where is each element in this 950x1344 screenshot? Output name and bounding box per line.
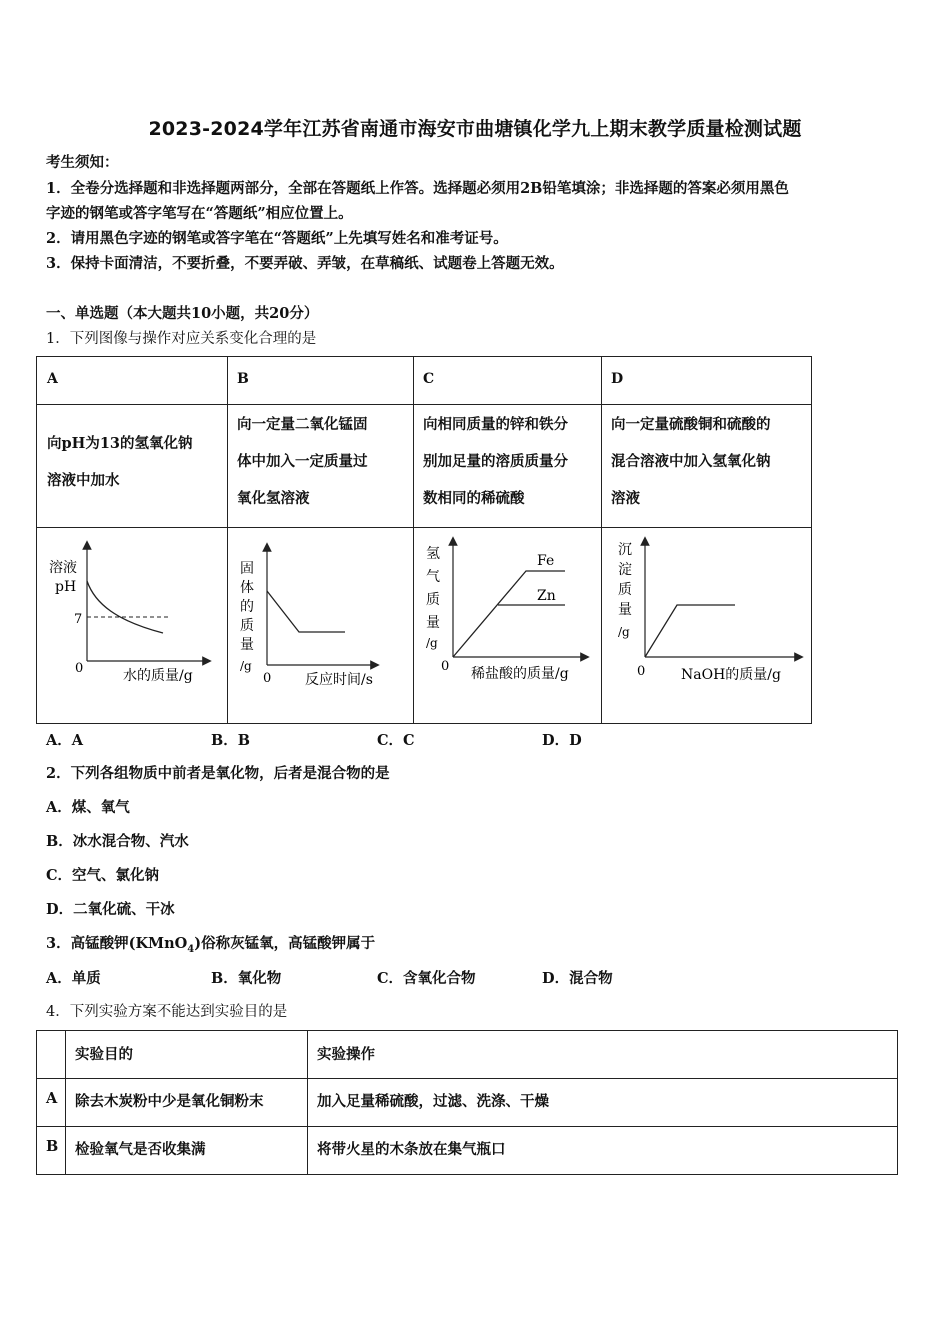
chart-d-ylabel-1: 沉 bbox=[618, 542, 632, 558]
q3-stem: 3．高锰酸钾(KMnO$_4$)俗称灰锰氧，高锰酸钾属于 bbox=[46, 935, 376, 955]
q1-desc-c: 向相同质量的锌和铁分 别加足量的溶质质量分 数相同的稀硫酸 bbox=[423, 416, 568, 507]
q1-desc-a: 向pH为13的氢氧化钠 溶液中加水 bbox=[47, 435, 193, 489]
chart-c-xlabel: 稀盐酸的质量/g bbox=[471, 666, 569, 682]
chart-b-ylabel-2: 体 bbox=[240, 580, 254, 596]
q1-desc-b: 向一定量二氧化锰固 体中加入一定质量过 氧化氢溶液 bbox=[237, 416, 368, 507]
q1-header-b: B bbox=[237, 371, 249, 387]
notice-item-1a: 1．全卷分选择题和非选择题两部分，全部在答题纸上作答。选择题必须用2B铅笔填涂；非选择题的答案必须用黑色 bbox=[46, 180, 789, 197]
q4-header-goal: 实验目的 bbox=[75, 1046, 133, 1063]
q1-option-d: D．D bbox=[542, 732, 582, 749]
q1-option-c: C．C bbox=[377, 732, 415, 749]
chart-d-ylabel-4: 量 bbox=[618, 602, 632, 618]
chart-d-line bbox=[645, 605, 735, 657]
q3-option-d: D．混合物 bbox=[542, 970, 613, 987]
chart-b-ylabel-4: 质 bbox=[240, 618, 254, 634]
chart-d-ylabel-3: 质 bbox=[618, 582, 632, 598]
q4-row-a-op: 加入足量稀硫酸，过滤、洗涤、干燥 bbox=[317, 1093, 549, 1110]
chart-a-mark: 7 bbox=[74, 612, 83, 627]
chart-a-ylabel1: 溶液 bbox=[49, 560, 77, 576]
chart-d-ylabel-2: 淀 bbox=[618, 562, 632, 578]
page-title: 2023-2024学年江苏省南通市海安市曲塘镇化学九上期末教学质量检测试题 bbox=[148, 118, 802, 140]
chart-c-origin: 0 bbox=[441, 659, 450, 674]
chart-c-ylabel-4: 量 bbox=[426, 615, 440, 631]
notice-item-3: 3．保持卡面清洁，不要折叠，不要弄破、弄皱，在草稿纸、试题卷上答题无效。 bbox=[46, 255, 564, 272]
chart-d-xlabel: NaOH的质量/g bbox=[681, 667, 781, 683]
q2-stem: 2．下列各组物质中前者是氧化物，后者是混合物的是 bbox=[46, 765, 390, 782]
chart-a-xlabel: 水的质量/g bbox=[123, 668, 193, 684]
chart-c-ylabel-5: /g bbox=[426, 636, 438, 650]
q3-option-b: B．氧化物 bbox=[211, 970, 282, 987]
q1-table bbox=[36, 356, 812, 724]
q1-chart-c bbox=[413, 529, 601, 724]
q1-desc-d: 向一定量硫酸铜和硫酸的 混合溶液中加入氢氧化钠 溶液 bbox=[611, 416, 771, 507]
q1-option-a: A．A bbox=[46, 732, 84, 749]
q4-row-a-goal: 除去木炭粉中少是氧化铜粉末 bbox=[75, 1093, 264, 1110]
chart-a-ylabel2: pH bbox=[55, 579, 77, 595]
q2-option-d: D．二氧化硫、干冰 bbox=[46, 901, 175, 918]
chart-d-ylabel-5: /g bbox=[618, 625, 630, 639]
chart-b-origin: 0 bbox=[263, 671, 272, 686]
q1-chart-d bbox=[601, 529, 811, 724]
q4-table bbox=[36, 1030, 898, 1175]
q3-option-a: A．单质 bbox=[46, 970, 101, 987]
q4-row-b-goal: 检验氧气是否收集满 bbox=[75, 1141, 206, 1158]
q1-header-d: D bbox=[611, 371, 624, 387]
chart-b-ylabel-5: 量 bbox=[240, 637, 254, 653]
q4-row-a-label: A bbox=[46, 1090, 58, 1107]
q4-row-b-op: 将带火星的木条放在集气瓶口 bbox=[317, 1141, 506, 1158]
q4-row-b-label: B bbox=[46, 1138, 59, 1155]
notice-heading: 考生须知： bbox=[46, 154, 119, 171]
q3-option-c: C．含氧化合物 bbox=[377, 970, 476, 987]
q4-stem: 4．下列实验方案不能达到实验目的是 bbox=[46, 1004, 288, 1020]
chart-d-origin: 0 bbox=[637, 664, 646, 679]
chart-c-label-fe: Fe bbox=[537, 553, 555, 569]
q1-chart-a bbox=[37, 529, 227, 724]
chart-a-curve bbox=[87, 581, 163, 633]
notice-item-2: 2．请用黑色字迹的钢笔或答字笔在“答题纸”上先填写姓名和准考证号。 bbox=[46, 230, 508, 247]
chart-b-xlabel: 反应时间/s bbox=[305, 672, 373, 688]
q2-option-c: C．空气、氯化钠 bbox=[46, 867, 160, 884]
chart-c-ylabel-2: 气 bbox=[426, 569, 440, 585]
q1-stem: 1．下列图像与操作对应关系变化合理的是 bbox=[46, 331, 317, 347]
chart-c-ylabel-1: 氢 bbox=[426, 546, 440, 562]
notice-item-1b: 字迹的钢笔或答字笔写在“答题纸”相应位置上。 bbox=[46, 205, 353, 222]
q4-header-op: 实验操作 bbox=[317, 1046, 375, 1063]
chart-a-origin: 0 bbox=[75, 661, 84, 676]
chart-c-line-fe bbox=[453, 571, 565, 657]
chart-c-label-zn: Zn bbox=[537, 588, 556, 604]
q2-option-a: A．煤、氧气 bbox=[46, 799, 130, 816]
section-heading: 一、单选题（本大题共10小题，共20分） bbox=[46, 305, 319, 322]
chart-c-ylabel-3: 质 bbox=[426, 592, 440, 608]
chart-b-line bbox=[267, 591, 345, 632]
q1-chart-b bbox=[227, 529, 413, 724]
q1-header-a: A bbox=[47, 371, 58, 387]
q1-option-b: B．B bbox=[211, 732, 251, 749]
chart-b-ylabel-3: 的 bbox=[240, 599, 254, 615]
chart-b-ylabel-1: 固 bbox=[240, 561, 254, 577]
q1-header-c: C bbox=[423, 371, 435, 387]
chart-b-ylabel-6: /g bbox=[240, 659, 252, 673]
q2-option-b: B．冰水混合物、汽水 bbox=[46, 833, 189, 850]
